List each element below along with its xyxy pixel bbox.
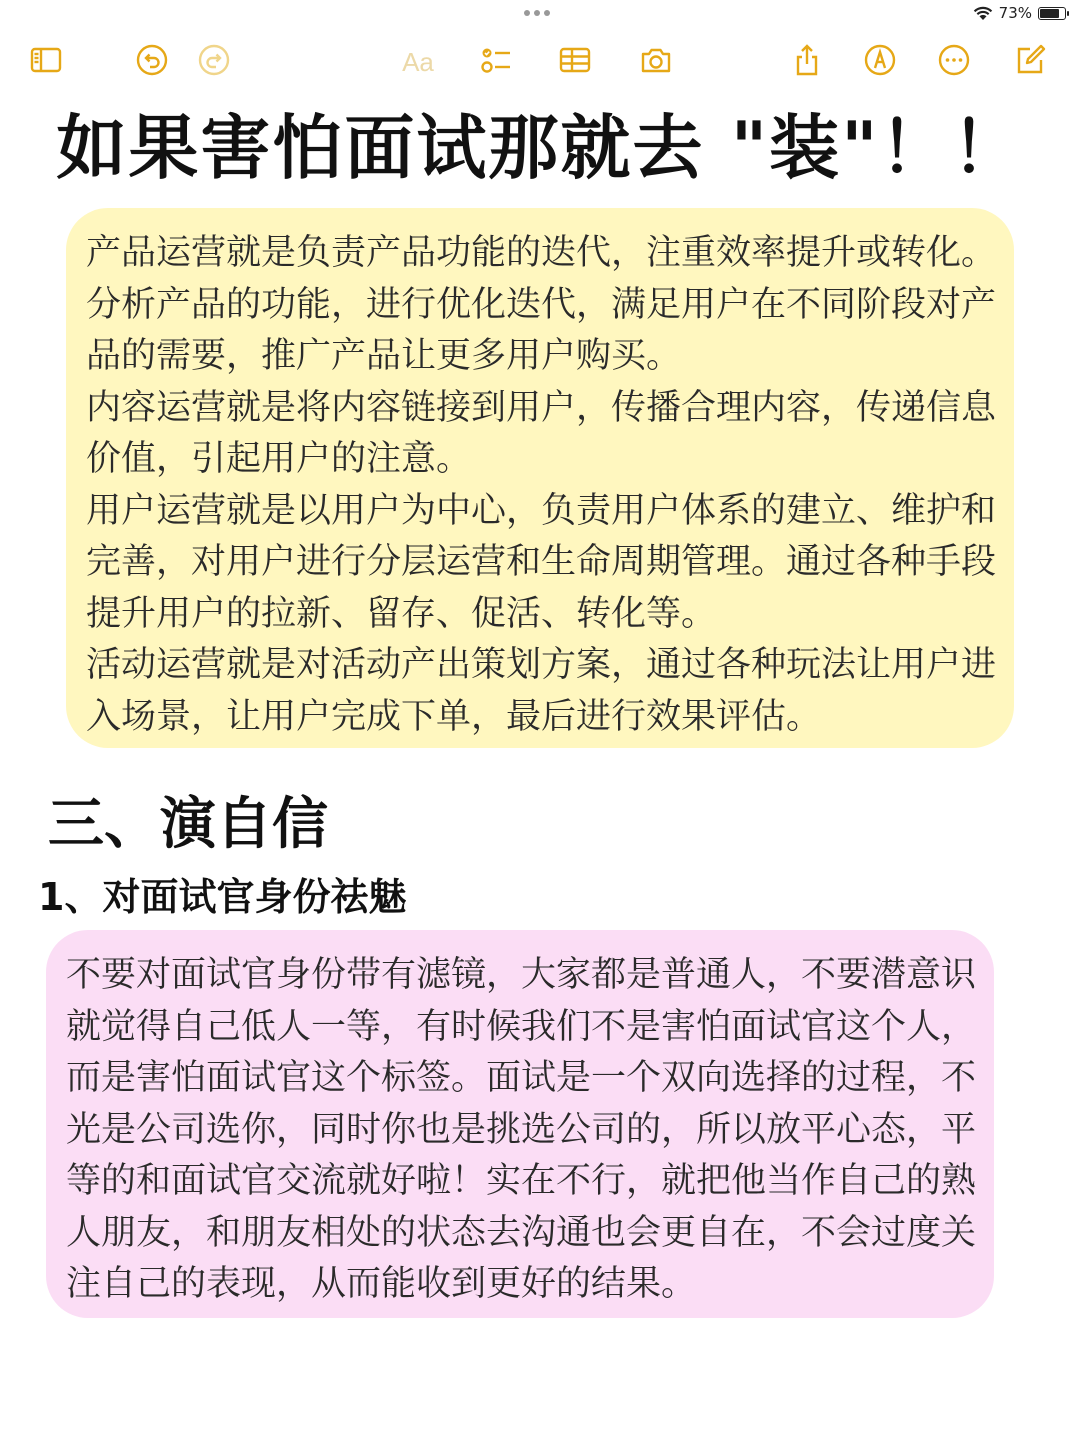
- pink-highlight-card[interactable]: [46, 930, 994, 1318]
- paragraph-product-ops: 产品运营就是负责产品功能的迭代，注重效率提升或转化。分析产品的功能，进行优化迭代，满足用户在不同阶段对产品的需要，推广产品让更多用户购买。: [86, 233, 997, 376]
- table-button[interactable]: [553, 38, 597, 82]
- paragraph-user-ops: 用户运营就是以用户为中心，负责用户体系的建立、维护和完善，对用户进行分层运营和生命周期管理。通过各种手段提升用户的拉新、留存、促活、转化等。: [86, 490, 997, 634]
- checklist-icon: [479, 43, 513, 77]
- wifi-icon: [973, 6, 993, 21]
- compose-button[interactable]: [1008, 38, 1052, 82]
- sidebar-toggle-button[interactable]: [24, 38, 68, 82]
- paragraph-event-ops: 活动运营就是对活动产出策划方案，通过各种玩法让用户进入场景，让用户完成下单，最后进行效果评估。: [86, 645, 997, 737]
- subsection-heading[interactable]: 1、对面试官身份祛魅: [38, 875, 407, 919]
- notes-toolbar: [0, 38, 1080, 86]
- markup-button[interactable]: [858, 38, 902, 82]
- share-icon: [790, 43, 824, 77]
- compose-icon: [1013, 43, 1047, 77]
- sidebar-toggle-icon: [29, 43, 63, 77]
- table-icon: [558, 43, 592, 77]
- more-icon: [937, 43, 971, 77]
- redo-icon: [197, 43, 231, 77]
- markup-icon: [863, 43, 897, 77]
- more-button[interactable]: [932, 38, 976, 82]
- multitasking-dots-icon[interactable]: [524, 10, 550, 16]
- paragraph-content-ops: 内容运营就是将内容链接到用户，传播合理内容，传递信息价值，引起用户的注意。: [86, 387, 997, 479]
- paragraph-demystify-interviewer: 不要对面试官身份带有滤镜，大家都是普通人，不要潜意识就觉得自己低人一等，有时候我们不是害怕面试官这个人，而是害怕面试官这个标签。面试是一个双向选择的过程，不光是公司选你，同时你也是挑选公司的，所以放平心态，平等的和面试官交流就好啦！实在不行，就把他当作自己的熟人朋友，和朋友相处的状态去沟通也会更自在，不会过度关注自己的表现，从而能收到更好的结果。: [66, 955, 977, 1304]
- camera-button[interactable]: [634, 38, 678, 82]
- share-button[interactable]: [785, 38, 829, 82]
- section-heading[interactable]: 三、演自信: [48, 792, 328, 857]
- battery-percent: 73%: [998, 4, 1032, 22]
- checklist-button[interactable]: [474, 38, 518, 82]
- camera-icon: [639, 43, 673, 77]
- text-format-button[interactable]: Aa: [402, 46, 434, 77]
- yellow-highlight-card[interactable]: [66, 208, 1014, 748]
- redo-button[interactable]: [192, 38, 236, 82]
- undo-button[interactable]: [130, 38, 174, 82]
- note-title[interactable]: 如果害怕面试那就去 "装"！！: [56, 107, 1024, 189]
- status-bar: [0, 0, 1080, 30]
- battery-icon: [1038, 7, 1066, 20]
- status-indicators: [973, 4, 1066, 22]
- undo-icon: [135, 43, 169, 77]
